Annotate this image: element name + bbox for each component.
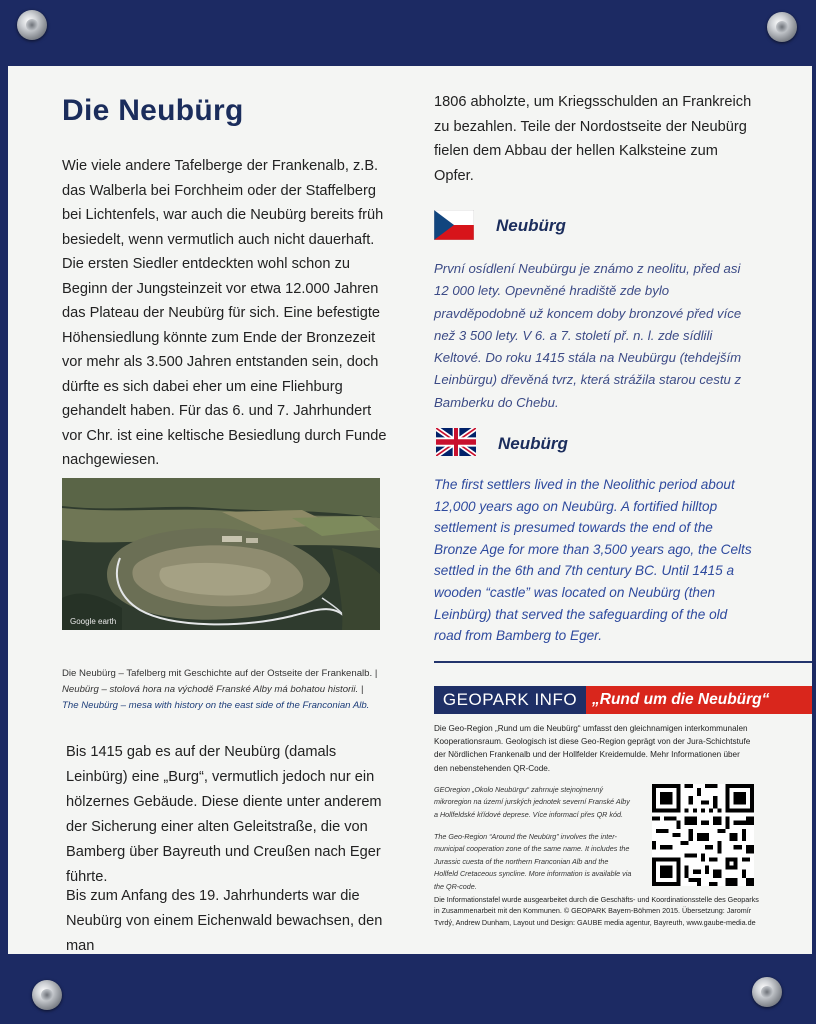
- heading-cz: Neubürg: [496, 216, 566, 235]
- photo-credit: Google earth: [70, 617, 117, 626]
- paragraph-eichenwald: Bis zum Anfang des 19. Jahrhunderts war die Neubürg von einem Eichenwald bewachsen, den man: [66, 888, 383, 954]
- geopark-text-de: Die Geo-Region „Rund um die Neubürg“ umfasst den gleichnamigen interkommunalen Kooperationsraum. Geologisch ist diese Geo-Region geprägt von der Jura-Schichtstufe der Nördlichen Frankenalb und der Hollfelder Kreidemulde. Mehr Informationen über den nebenstehenden QR-Code.: [434, 724, 751, 773]
- geopark-label: GEOPARK INFO: [434, 686, 586, 714]
- section-divider: [434, 661, 812, 663]
- qr-code[interactable]: [652, 784, 754, 886]
- qr-code-image: [652, 784, 754, 886]
- caption-cz: Neubürg – stolová hora na východě Franské Alby má bohatou historii. |: [62, 684, 364, 695]
- text-en: The first settlers lived in the Neolithic period about 12,000 years ago on Neubürg. A fortified hilltop settlement is presumed towards the end of the Bronze Age for more than 3,500 years ago, the Celts settled in the 6th and 7th century BC. Until 1415 a wooden “castle” was located on Neubürg (then Leinbürg) that served the safeguarding of the old road from Bamberg to Eger.: [434, 477, 752, 644]
- czech-flag-icon: [434, 210, 474, 240]
- caption-de: Die Neubürg – Tafelberg mit Geschichte auf der Ostseite der Frankenalb. |: [62, 668, 378, 679]
- aerial-photo: [62, 478, 380, 630]
- screw-top-left: [17, 10, 47, 40]
- paragraph-burg: Bis 1415 gab es auf der Neubürg (damals Leinbürg) eine „Burg“, vermutlich jedoch nur ein hölzernes Gebäude. Diese diente unter anderem der Sicherung einer alten Geleitstraße, die von Bamberg über Bayreuth und Creußen nach Eger führte.: [66, 744, 382, 885]
- caption-en: The Neubürg – mesa with history on the east side of the Franconian Alb.: [62, 700, 370, 711]
- geopark-credit: Die Informationstafel wurde ausgearbeitet durch die Geschäfts- und Koordinationsstelle des Geoparks in Zusammenarbeit mit den Kommunen. © GEOPARK Bayern-Böhmen 2015. Übersetzung: Jaromír Tvrdý, Andrew Dunham, Layout und Design: GAUBE media agentur, Bayreuth, www.gaube-media.de: [434, 895, 759, 927]
- geopark-text-en: The Geo-Region “Around the Neubürg” involves the inter-municipal cooperation zone of the same name. It includes the Jurassic cuesta of the northern Franconian Alb and the Hollfeld Cretaceous syncline. More information is available via the QR-code.: [434, 832, 632, 891]
- text-cz: První osídlení Neubürgu je známo z neolitu, před asi 12 000 lety. Opevněné hradiště zde bylo pravděpodobně už koncem doby bronzové před více než 3 500 lety. V 6. a 7. století př. n. l. zde sídlili Keltové. Do roku 1415 stála na Neubürgu (tehdejším Leinbürgu) dřevěná tvrz, která strážila starou cestu z Bamberku do Chebu.: [434, 261, 742, 410]
- screw-top-right: [767, 12, 797, 42]
- info-panel: [8, 66, 812, 954]
- continuation-paragraph: 1806 abholzte, um Kriegsschulden an Frankreich zu bezahlen. Teile der Nordostseite der Neubürg fielen dem Abbau der hellen Kalksteine zum Opfer.: [434, 94, 752, 184]
- page-title: Die Neubürg: [62, 94, 244, 127]
- geopark-subtitle: „Rund um die Neubürg“: [586, 686, 812, 714]
- geopark-text-cz: GEOregion „Okolo Neubürgu“ zahrnuje stejnojmenný mikroregion na území jurských jednotek severní Franské Alby a Hollfeldské křídové deprese. Více informací přes QR kód.: [434, 785, 630, 819]
- photo-caption: [62, 666, 392, 714]
- uk-flag-icon: [436, 428, 476, 456]
- intro-paragraph: Wie viele andere Tafelberge der Frankenalb, z.B. das Walberla bei Forchheim oder der Staffelberg bei Lichtenfels, war auch die Neubürg bereits früh besiedelt, wenn vermutlich auch nicht dauerhaft. Die ersten Siedler entdeckten wohl schon zu Beginn der Jungsteinzeit vor etwa 12.000 Jahren das Plateau der Neubürg für sich. Eine befestigte Höhensiedlung könnte zum Ende der Bronzezeit vor mehr als 3.500 Jahren entstanden sein, doch dürfte es sich dabei eher um eine Fliehburg gehandelt haben. Für das 6. und 7. Jahrhundert vor Chr. ist eine keltische Besiedlung durch Funde nachgewiesen.: [62, 158, 387, 468]
- aerial-photo-image: [62, 478, 380, 630]
- screw-bottom-left: [32, 980, 62, 1010]
- screw-bottom-right: [752, 977, 782, 1007]
- heading-en: Neubürg: [498, 434, 568, 453]
- geopark-banner: [434, 686, 812, 714]
